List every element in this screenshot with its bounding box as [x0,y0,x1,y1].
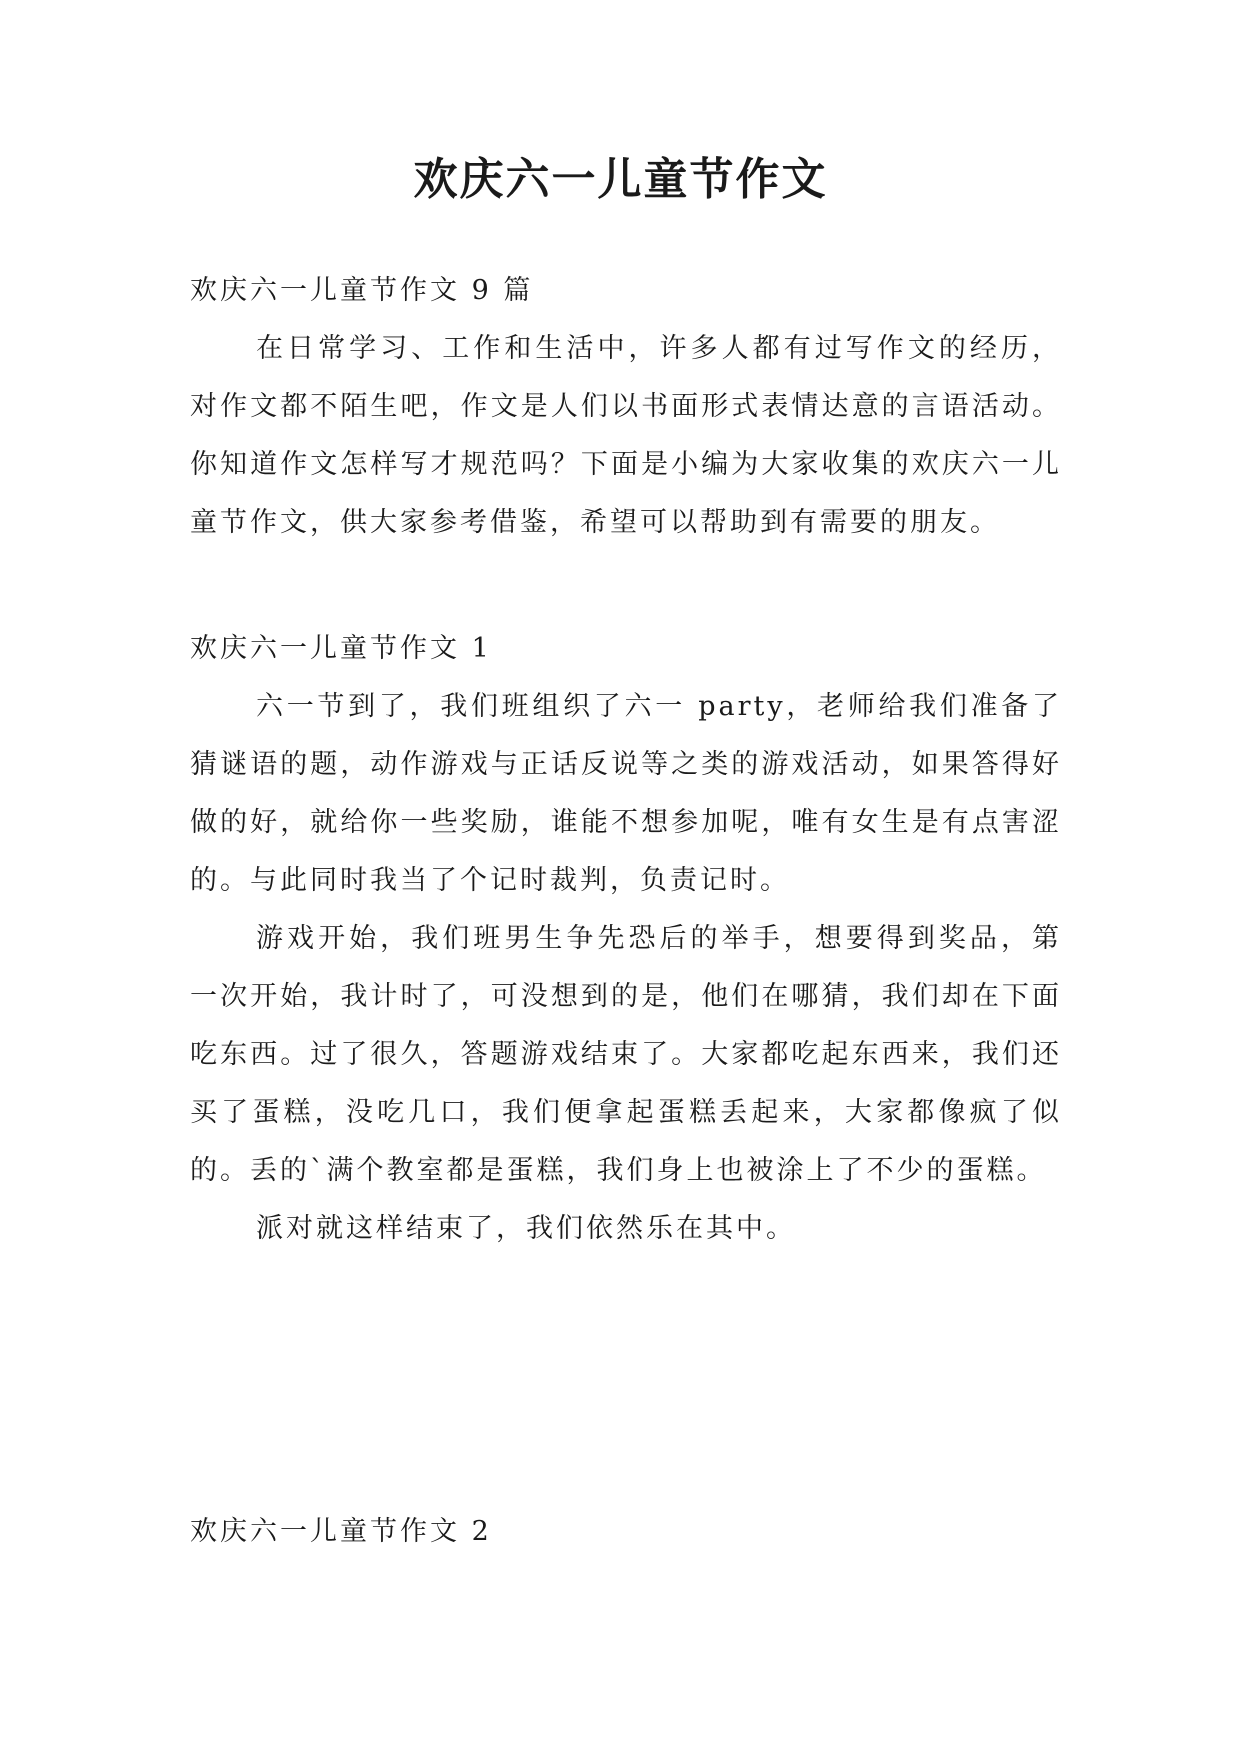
section-1 [190,620,1062,1258]
section-1-paragraph-2: 游戏开始，我们班男生争先恐后的举手，想要得到奖品，第一次开始，我计时了，可没想到的是，他们在哪猜，我们却在下面吃东西。过了很久，答题游戏结束了。大家都吃起东西来，我们还买了蛋糕，没吃几口，我们便拿起蛋糕丢起来，大家都像疯了似的。丢的`满个教室都是蛋糕，我们身上也被涂上了不少的蛋糕。 [190,923,1062,1186]
section-1-heading: 欢庆六一儿童节作文 1 [190,633,492,664]
intro-paragraph: 在日常学习、工作和生活中，许多人都有过写作文的经历，对作文都不陌生吧，作文是人们以书面形式表情达意的言语活动。你知道作文怎样写才规范吗？下面是小编为大家收集的欢庆六一儿童节作文，供大家参考借鉴，希望可以帮助到有需要的朋友。 [190,333,1062,538]
section-2 [190,1503,1062,1561]
document-title: 欢庆六一儿童节作文 [413,154,828,205]
section-1-paragraph-1: 六一节到了，我们班组织了六一 party，老师给我们准备了猜谜语的题，动作游戏与正话反说等之类的游戏活动，如果答得好做的好，就给你一些奖励，谁能不想参加呢，唯有女生是有点害涩的。与此同时我当了个记时裁判，负责记时。 [190,691,1062,896]
intro-heading: 欢庆六一儿童节作文 9 篇 [190,275,534,306]
intro-section [190,262,1062,552]
section-1-paragraph-3: 派对就这样结束了，我们依然乐在其中。 [256,1213,796,1244]
section-2-heading: 欢庆六一儿童节作文 2 [190,1516,492,1547]
